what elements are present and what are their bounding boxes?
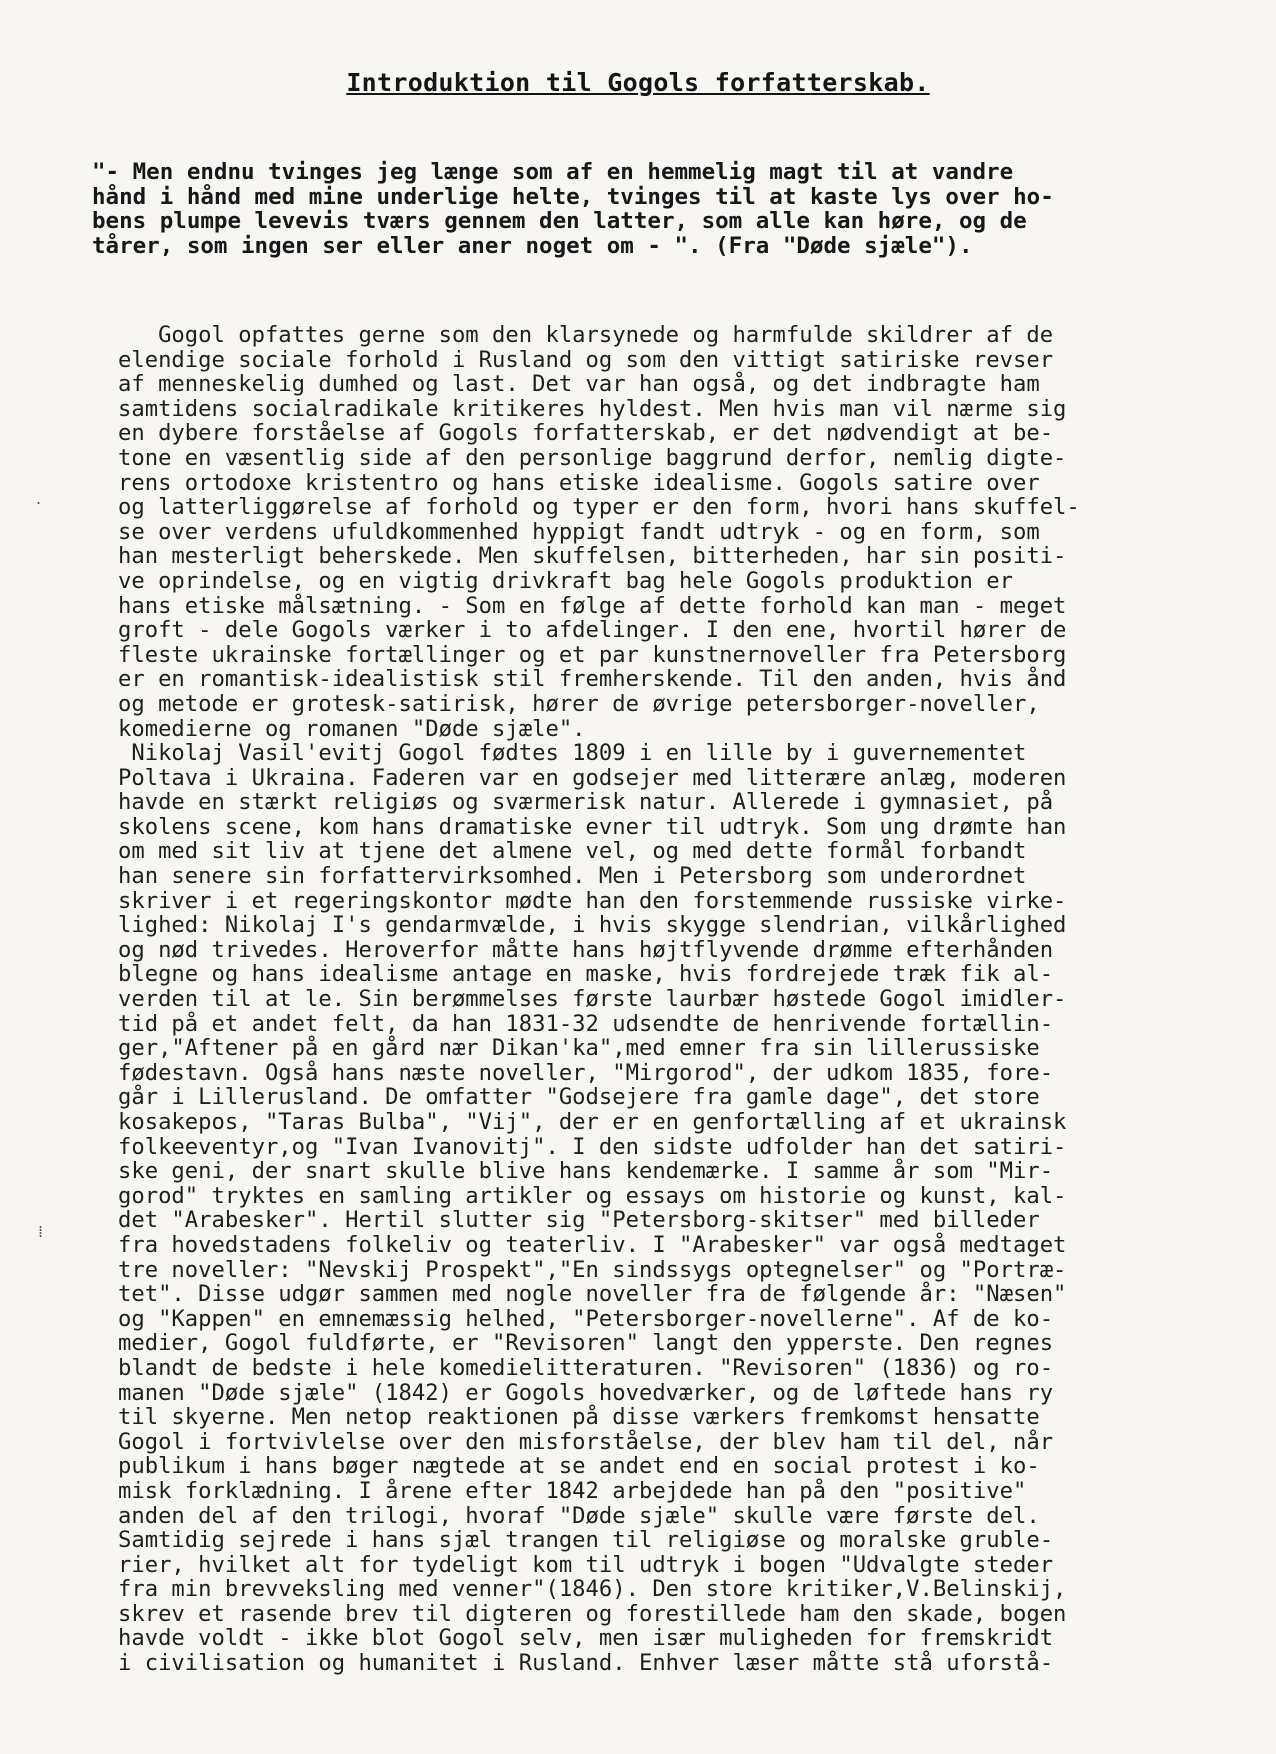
body-line: tet". Disse udgør sammen med nogle noveller fra de følgende år: "Næsen" [118, 1281, 1067, 1308]
body-line: havde en stærkt religiøs og sværmerisk natur. Allerede i gymnasiet, på [118, 789, 1054, 816]
body-line: rier, hvilket alt for tydeligt kom til udtryk i bogen "Udvalgte steder [118, 1551, 1054, 1578]
body-line: ger,"Aftener på en gård nær Dikan'ka",med emner fra sin lillerussiske [118, 1035, 1040, 1062]
body-line: en dybere forståelse af Gogols forfatterskab, er det nødvendigt at be- [118, 420, 1054, 447]
page-title: Introduktion til Gogols forfatterskab. [346, 68, 930, 97]
body-line: se over verdens ufuldkommenhed hyppigt fandt udtryk - og en form, som [118, 518, 1040, 545]
body-line: skriver i et regeringskontor mødte han den forstemmende russiske virke- [118, 887, 1067, 914]
body-line: tre noveller: "Nevskij Prospekt","En sindssygs optegnelser" og "Portræ- [118, 1256, 1067, 1283]
body-line: og "Kappen" en emnemæssig helhed, "Petersborger-novellerne". Af de ko- [118, 1305, 1054, 1332]
body-line: anden del af den trilogi, hvoraf "Døde sjæle" skulle være første del. [118, 1502, 1040, 1529]
body-line: fleste ukrainske fortællinger og et par kunstnernoveller fra Petersborg [118, 641, 1067, 668]
body-line: går i Lillerusland. De omfatter "Godsejere fra gamle dage", det store [118, 1084, 1040, 1111]
punch-hole-mark: ⁞ [38, 1222, 44, 1241]
body-line: fra min brevveksling med venner"(1846). Den store kritiker,V.Belinskij, [118, 1576, 1067, 1603]
body-line: fra hovedstadens folkeliv og teaterliv. I "Arabesker" var også medtaget [118, 1231, 1067, 1258]
body-line: og metode er grotesk-satirisk, hører de øvrige petersborger-noveller, [118, 690, 1040, 717]
body-line: han senere sin forfattervirksomhed. Men i Petersborg som underordnet [118, 863, 1027, 890]
body-line: gorod" tryktes en samling artikler og essays om historie og kunst, kal- [118, 1182, 1067, 1209]
body-line: verden til at le. Sin berømmelses første laurbær høstede Gogol imidler- [118, 986, 1067, 1013]
body-line: groft - dele Gogols værker i to afdelinger. I den ene, hvortil hører de [118, 617, 1067, 644]
body-line: publikum i hans bøger nægtede at se andet end en social protest i ko- [118, 1453, 1040, 1480]
epigraph-quote [92, 160, 1192, 258]
body-line: tid på et andet felt, da han 1831-32 udsendte de henrivende fortællin- [118, 1010, 1054, 1037]
body-line: lighed: Nikolaj I's gendarmvælde, i hvis skygge slendrian, vilkårlighed [118, 912, 1067, 939]
body-line: og nød trivedes. Heroverfor måtte hans højtflyvende drømme efterhånden [118, 936, 1054, 963]
body-line: folkeeventyr,og "Ivan Ivanovitj". I den sidste udfolder han det satiri- [118, 1133, 1067, 1160]
body-line: havde voldt - ikke blot Gogol selv, men især muligheden for fremskridt [118, 1625, 1054, 1652]
body-line: medier, Gogol fuldførte, er "Revisoren" langt den ypperste. Den regnes [118, 1330, 1054, 1357]
body-line: Nikolaj Vasil'evitj Gogol fødtes 1809 i en lille by i guvernementet [118, 740, 1027, 767]
body-line: Gogol opfattes gerne som den klarsynede og harmfulde skildrer af de [118, 322, 1054, 348]
body-line: Poltava i Ukraina. Faderen var en godsejer med litterære anlæg, moderen [118, 764, 1067, 791]
body-line: elendige sociale forhold i Rusland og som den vittigt satiriske revser [118, 346, 1054, 373]
body-line: Samtidig sejrede i hans sjæl trangen til religiøse og moralske gruble- [118, 1527, 1054, 1554]
body-line: af menneskelig dumhed og last. Det var han også, og det indbragte ham [118, 371, 1040, 398]
quote-line: tårer, som ingen ser eller aner noget om - ". (Fra "Døde sjæle"). [92, 232, 973, 259]
body-line: og latterliggørelse af forhold og typer er den form, hvori hans skuffel- [118, 494, 1080, 521]
quote-line: bens plumpe levevis tværs gennem den latter, som alle kan høre, og de [92, 208, 1027, 234]
body-line: hans etiske målsætning. - Som en følge af dette forhold kan man - meget [118, 592, 1067, 619]
body-line: blegne og hans idealisme antage en maske, hvis fordrejede træk fik al- [118, 961, 1054, 988]
body-text [118, 323, 1198, 1676]
body-line: ske geni, der snart skulle blive hans kendemærke. I samme år som "Mir- [118, 1158, 1054, 1185]
body-line: det "Arabesker". Hertil slutter sig "Petersborg-skitser" med billeder [118, 1207, 1040, 1234]
body-line: han mesterligt beherskede. Men skuffelsen, bitterheden, har sin positi- [118, 543, 1067, 570]
body-line: skolens scene, kom hans dramatiske evner til udtryk. Som ung drømte han [118, 813, 1067, 840]
body-line: rens ortodoxe kristentro og hans etiske idealisme. Gogols satire over [118, 469, 1040, 496]
body-line: samtidens socialradikale kritikeres hyldest. Men hvis man vil nærme sig [118, 395, 1067, 422]
body-line: kosakepos, "Taras Bulba", "Vij", der er en genfortælling af et ukrainsk [118, 1109, 1067, 1135]
quote-line: hånd i hånd med mine underlige helte, tvinges til at kaste lys over ho- [92, 183, 1054, 210]
body-line: komedierne og romanen "Døde sjæle". [118, 715, 586, 742]
body-line: ve oprindelse, og en vigtig drivkraft bag hele Gogols produktion er [118, 567, 1013, 594]
body-line: fødestavn. Også hans næste noveller, "Mirgorod", der udkom 1835, fore- [118, 1059, 1054, 1086]
body-line: manen "Døde sjæle" (1842) er Gogols hovedværker, og de løftede hans ry [118, 1379, 1054, 1406]
body-line: tone en væsentlig side af den personlige baggrund derfor, nemlig digte- [118, 444, 1067, 471]
body-line: misk forklædning. I årene efter 1842 arbejdede han på den "positive" [118, 1477, 1027, 1504]
body-line: er en romantisk-idealistisk stil fremherskende. Til den anden, hvis ånd [118, 666, 1067, 693]
body-line: i civilisation og humanitet i Rusland. Enhver læser måtte stå uforstå- [118, 1650, 1054, 1677]
quote-line: "- Men endnu tvinges jeg længe som af en hemmelig magt til at vandre [92, 159, 1014, 185]
body-line: blandt de bedste i hele komedielitteraturen. "Revisoren" (1836) og ro- [118, 1354, 1054, 1381]
punch-hole-mark: ‧ [36, 494, 42, 513]
body-line: Gogol i fortvivlelse over den misforståelse, der blev ham til del, når [118, 1428, 1054, 1455]
body-line: om med sit liv at tjene det almene vel, og med dette formål forbandt [118, 838, 1027, 865]
body-line: til skyerne. Men netop reaktionen på disse værkers fremkomst hensatte [118, 1404, 1040, 1431]
body-line: skrev et rasende brev til digteren og forestillede ham den skade, bogen [118, 1600, 1067, 1627]
